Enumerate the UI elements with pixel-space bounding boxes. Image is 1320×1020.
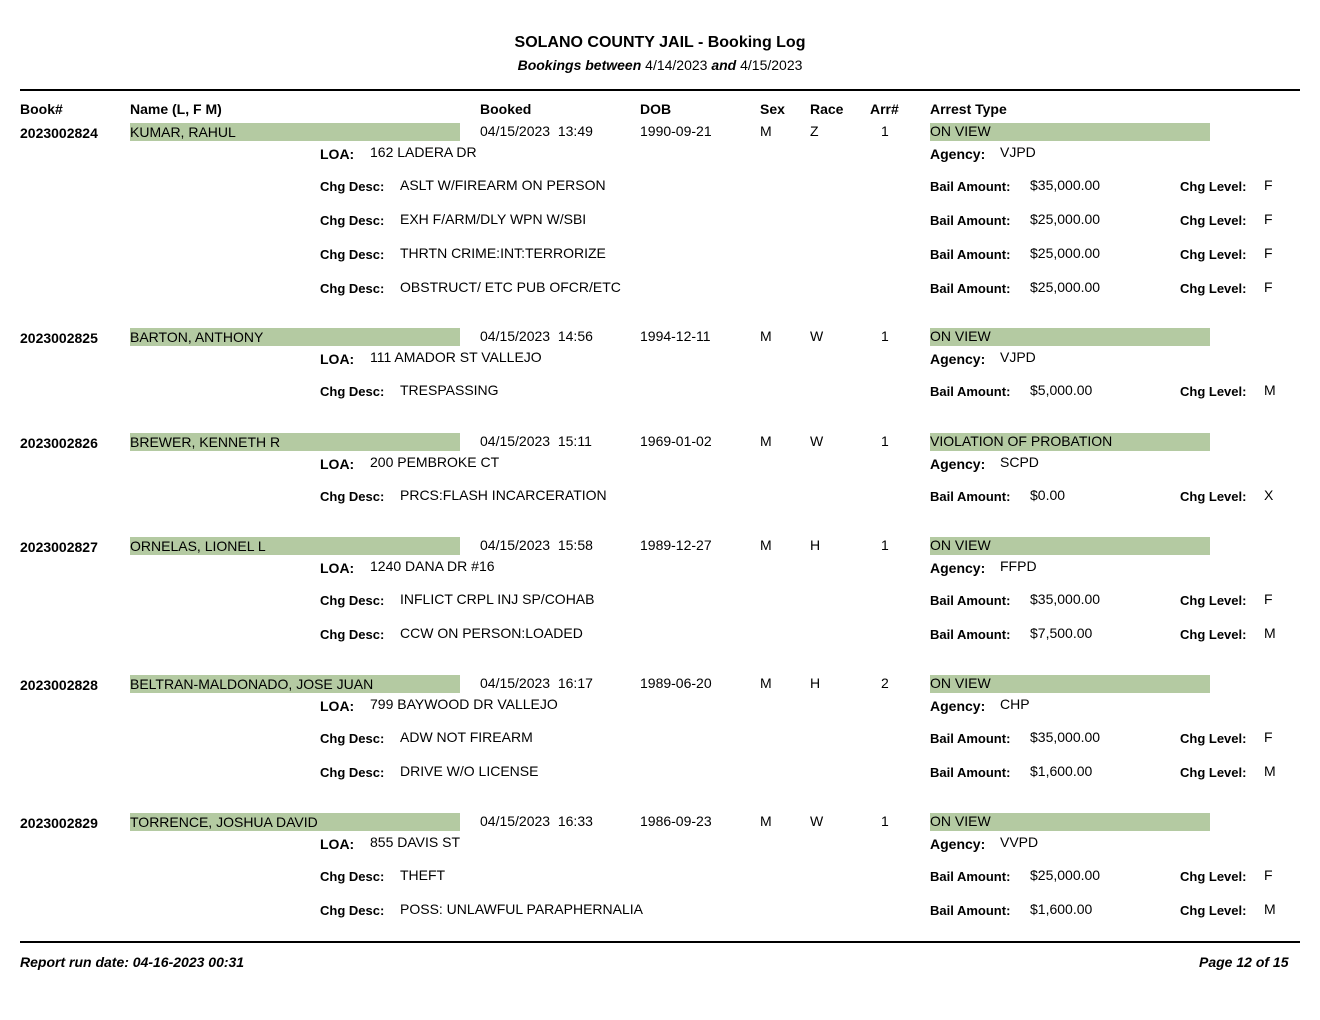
inmate-name: BELTRAN-MALDONADO, JOSE JUAN <box>130 676 374 692</box>
booked-date: 04/15/2023 <box>480 433 551 449</box>
loa-address: 111 AMADOR ST VALLEJO <box>370 349 542 365</box>
charge-description: PRCS:FLASH INCARCERATION <box>400 487 607 503</box>
dob: 1989-06-20 <box>640 675 712 691</box>
arrest-type: ON VIEW <box>930 675 991 691</box>
inmate-name: ORNELAS, LIONEL L <box>130 538 266 554</box>
charge-description: POSS: UNLAWFUL PARAPHERNALIA <box>400 901 643 917</box>
chg-level-label: Chg Level: <box>1180 869 1247 884</box>
sex: M <box>760 537 772 553</box>
booking-number: 2023002824 <box>20 125 98 141</box>
bail-amount-label: Bail Amount: <box>930 869 1011 884</box>
chg-level-label: Chg Level: <box>1180 384 1247 399</box>
report-title: SOLANO COUNTY JAIL - Booking Log <box>514 34 806 51</box>
chg-desc-label: Chg Desc: <box>320 731 385 746</box>
race: H <box>810 537 821 553</box>
dob: 1990-09-21 <box>640 123 712 139</box>
bail-amount: $1,600.00 <box>1030 901 1093 917</box>
agency: FFPD <box>1000 558 1037 574</box>
booked-time: 15:11 <box>557 433 592 449</box>
dob: 1989-12-27 <box>640 537 712 553</box>
loa-label: LOA: <box>320 456 355 472</box>
booked-datetime <box>480 123 593 139</box>
bail-amount-label: Bail Amount: <box>930 179 1011 194</box>
agency-label: Agency: <box>930 456 986 472</box>
agency: SCPD <box>1000 454 1039 470</box>
charge-level: M <box>1264 901 1276 917</box>
bail-amount: $35,000.00 <box>1030 177 1101 193</box>
booked-date: 04/15/2023 <box>480 675 551 691</box>
chg-level-label: Chg Level: <box>1180 489 1247 504</box>
chg-level-label: Chg Level: <box>1180 281 1247 296</box>
chg-level-label: Chg Level: <box>1180 593 1247 608</box>
chg-level-label: Chg Level: <box>1180 247 1247 262</box>
agency: VJPD <box>1000 349 1036 365</box>
race: H <box>810 675 821 691</box>
arrest-type: VIOLATION OF PROBATION <box>930 433 1113 449</box>
bail-amount: $1,600.00 <box>1030 763 1093 779</box>
loa-address: 200 PEMBROKE CT <box>370 454 500 470</box>
col-book: Book# <box>20 101 63 117</box>
chg-desc-label: Chg Desc: <box>320 247 385 262</box>
bail-amount: $0.00 <box>1030 487 1066 503</box>
inmate-name: KUMAR, RAHUL <box>130 124 236 140</box>
bail-amount: $5,000.00 <box>1030 382 1093 398</box>
chg-desc-label: Chg Desc: <box>320 765 385 780</box>
booked-datetime <box>480 433 592 449</box>
chg-desc-label: Chg Desc: <box>320 213 385 228</box>
booked-datetime <box>480 675 593 691</box>
header-rule <box>20 89 1300 91</box>
page-number: Page 12 of 15 <box>1199 954 1289 970</box>
loa-address: 799 BAYWOOD DR VALLEJO <box>370 696 558 712</box>
charge-description: TRESPASSING <box>400 382 499 398</box>
date-from: 4/14/2023 <box>645 57 708 73</box>
chg-desc-label: Chg Desc: <box>320 593 385 608</box>
booked-datetime <box>480 813 593 829</box>
bail-amount-label: Bail Amount: <box>930 731 1011 746</box>
booked-datetime <box>480 328 593 344</box>
chg-level-label: Chg Level: <box>1180 627 1247 642</box>
bail-amount-label: Bail Amount: <box>930 627 1011 642</box>
booked-date: 04/15/2023 <box>480 813 551 829</box>
chg-desc-label: Chg Desc: <box>320 179 385 194</box>
sex: M <box>760 675 772 691</box>
inmate-name: BREWER, KENNETH R <box>130 434 281 450</box>
chg-desc-label: Chg Desc: <box>320 627 385 642</box>
arrest-type: ON VIEW <box>930 813 991 829</box>
agency-label: Agency: <box>930 698 986 714</box>
charge-level: M <box>1264 625 1276 641</box>
date-to: 4/15/2023 <box>740 57 803 73</box>
agency: VVPD <box>1000 834 1039 850</box>
dob: 1986-09-23 <box>640 813 712 829</box>
booked-time: 16:33 <box>557 813 593 829</box>
arrest-type: ON VIEW <box>930 123 991 139</box>
bail-amount-label: Bail Amount: <box>930 903 1011 918</box>
arrest-count: 1 <box>881 328 889 344</box>
bail-amount: $7,500.00 <box>1030 625 1093 641</box>
charge-description: THRTN CRIME:INT:TERRORIZE <box>400 245 606 261</box>
col-booked: Booked <box>480 101 532 117</box>
loa-label: LOA: <box>320 698 355 714</box>
col-arrest-type: Arrest Type <box>930 101 1007 117</box>
bail-amount-label: Bail Amount: <box>930 489 1011 504</box>
charge-level: F <box>1264 245 1273 261</box>
charge-description: DRIVE W/O LICENSE <box>400 763 539 779</box>
sex: M <box>760 328 772 344</box>
bail-amount-label: Bail Amount: <box>930 765 1011 780</box>
bail-amount: $25,000.00 <box>1030 867 1101 883</box>
race: W <box>810 328 824 344</box>
charge-level: F <box>1264 867 1273 883</box>
chg-level-label: Chg Level: <box>1180 765 1247 780</box>
chg-desc-label: Chg Desc: <box>320 281 385 296</box>
race: W <box>810 813 824 829</box>
loa-address: 162 LADERA DR <box>370 144 477 160</box>
bail-amount: $25,000.00 <box>1030 211 1101 227</box>
arrest-count: 1 <box>881 123 889 139</box>
charge-level: F <box>1264 279 1273 295</box>
bail-amount: $25,000.00 <box>1030 245 1101 261</box>
loa-label: LOA: <box>320 146 355 162</box>
bail-amount: $35,000.00 <box>1030 729 1101 745</box>
bail-amount-label: Bail Amount: <box>930 384 1011 399</box>
loa-label: LOA: <box>320 351 355 367</box>
booked-date: 04/15/2023 <box>480 537 551 553</box>
booking-number: 2023002826 <box>20 435 98 451</box>
race: Z <box>810 123 819 139</box>
col-sex: Sex <box>760 101 785 117</box>
booked-datetime <box>480 537 593 553</box>
col-dob: DOB <box>640 101 672 117</box>
agency-label: Agency: <box>930 836 986 852</box>
bail-amount: $25,000.00 <box>1030 279 1101 295</box>
sex: M <box>760 433 772 449</box>
bail-amount-label: Bail Amount: <box>930 213 1011 228</box>
loa-address: 1240 DANA DR #16 <box>370 558 495 574</box>
arrest-type: ON VIEW <box>930 537 991 553</box>
loa-label: LOA: <box>320 836 355 852</box>
charge-description: CCW ON PERSON:LOADED <box>400 625 583 641</box>
charge-description: ASLT W/FIREARM ON PERSON <box>400 177 606 193</box>
arrest-count: 1 <box>881 433 889 449</box>
footer-rule <box>20 941 1300 943</box>
chg-desc-label: Chg Desc: <box>320 903 385 918</box>
charge-description: ADW NOT FIREARM <box>400 729 533 745</box>
charge-level: F <box>1264 591 1273 607</box>
booked-date: 04/15/2023 <box>480 123 551 139</box>
agency: VJPD <box>1000 144 1036 160</box>
charge-description: INFLICT CRPL INJ SP/COHAB <box>400 591 595 607</box>
charge-description: THEFT <box>400 867 446 883</box>
booking-number: 2023002829 <box>20 815 98 831</box>
race: W <box>810 433 824 449</box>
charge-description: OBSTRUCT/ ETC PUB OFCR/ETC <box>400 279 621 295</box>
chg-level-label: Chg Level: <box>1180 179 1247 194</box>
booking-number: 2023002828 <box>20 677 98 693</box>
agency-label: Agency: <box>930 146 986 162</box>
arrest-count: 2 <box>881 675 889 691</box>
charge-level: F <box>1264 211 1273 227</box>
chg-level-label: Chg Level: <box>1180 903 1247 918</box>
col-name: Name (L, F M) <box>130 101 222 117</box>
charge-level: F <box>1264 729 1273 745</box>
charge-level: M <box>1264 382 1276 398</box>
charge-description: EXH F/ARM/DLY WPN W/SBI <box>400 211 587 227</box>
charge-level: F <box>1264 177 1273 193</box>
inmate-name: BARTON, ANTHONY <box>130 329 264 345</box>
col-arr: Arr# <box>870 101 899 117</box>
bail-amount: $35,000.00 <box>1030 591 1101 607</box>
charge-level: M <box>1264 763 1276 779</box>
bail-amount-label: Bail Amount: <box>930 247 1011 262</box>
sex: M <box>760 813 772 829</box>
booked-time: 15:58 <box>557 537 593 553</box>
chg-desc-label: Chg Desc: <box>320 489 385 504</box>
subtitle-prefix: Bookings between <box>517 57 642 73</box>
col-race: Race <box>810 101 844 117</box>
booked-time: 14:56 <box>557 328 593 344</box>
report-run-date: Report run date: 04-16-2023 00:31 <box>20 954 245 970</box>
bail-amount-label: Bail Amount: <box>930 281 1011 296</box>
chg-desc-label: Chg Desc: <box>320 384 385 399</box>
booked-time: 16:17 <box>557 675 593 691</box>
chg-desc-label: Chg Desc: <box>320 869 385 884</box>
arrest-count: 1 <box>881 537 889 553</box>
report-subtitle <box>0 57 1320 73</box>
booking-number: 2023002827 <box>20 539 98 555</box>
arrest-type: ON VIEW <box>930 328 991 344</box>
agency-label: Agency: <box>930 351 986 367</box>
dob: 1969-01-02 <box>640 433 712 449</box>
chg-level-label: Chg Level: <box>1180 731 1247 746</box>
loa-address: 855 DAVIS ST <box>370 834 461 850</box>
chg-level-label: Chg Level: <box>1180 213 1247 228</box>
subtitle-and: and <box>711 57 737 73</box>
sex: M <box>760 123 772 139</box>
dob: 1994-12-11 <box>640 328 711 344</box>
booked-time: 13:49 <box>557 123 593 139</box>
booked-date: 04/15/2023 <box>480 328 551 344</box>
booking-number: 2023002825 <box>20 330 98 346</box>
agency: CHP <box>1000 696 1030 712</box>
agency-label: Agency: <box>930 560 986 576</box>
inmate-name: TORRENCE, JOSHUA DAVID <box>130 814 318 830</box>
loa-label: LOA: <box>320 560 355 576</box>
arrest-count: 1 <box>881 813 889 829</box>
charge-level: X <box>1264 487 1274 503</box>
bail-amount-label: Bail Amount: <box>930 593 1011 608</box>
